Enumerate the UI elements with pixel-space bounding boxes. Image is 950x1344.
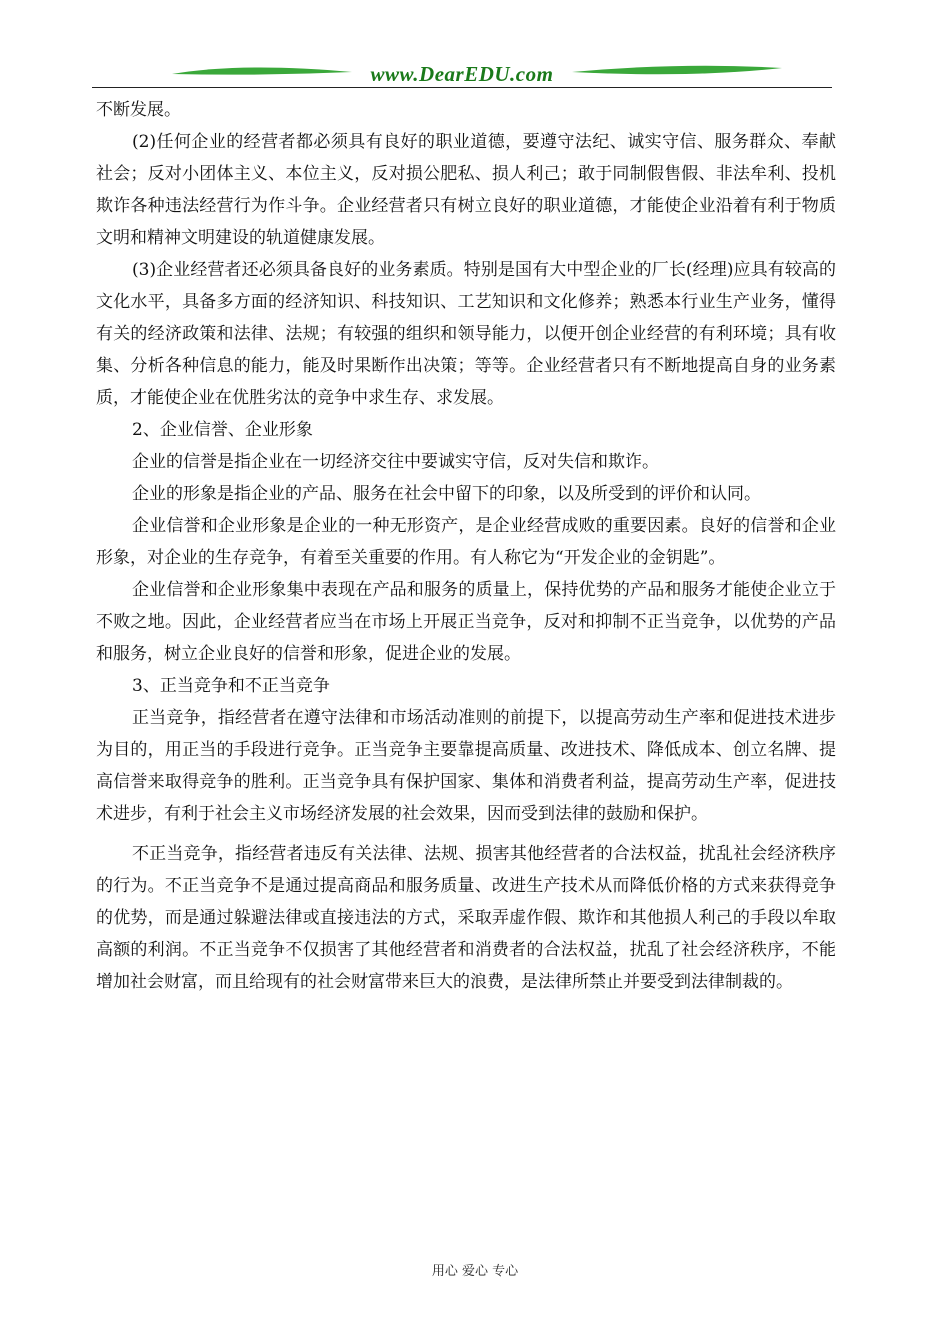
- section-heading: 2、企业信誉、企业形象: [132, 420, 313, 440]
- paragraph: (2)任何企业的经营者都必须具有良好的职业道德，要遵守法纪、诚实守信、服务群众、奉献社会；反对小团体主义、本位主义，反对损公肥私、损人利己；敢于同制假售假、非法牟利、投机欺诈各种违法经营行为作斗争。企业经营者只有树立良好的职业道德，才能使企业沿着有利于物质文明和精神文明建设的轨道健康发展。: [96, 132, 836, 248]
- site-logo-text: www.DearEDU.com: [370, 62, 554, 86]
- paragraph: 不断发展。: [96, 100, 181, 120]
- header-divider: [92, 87, 832, 88]
- paragraph: 企业的信誉是指企业在一切经济交往中要诚实守信，反对失信和欺诈。: [132, 452, 659, 472]
- section-heading: 3、正当竞争和不正当竞争: [132, 676, 330, 696]
- document-body: [96, 94, 836, 998]
- paragraph: 企业信誉和企业形象是企业的一种无形资产，是企业经营成败的重要因素。良好的信誉和企业形象，对企业的生存竞争，有着至关重要的作用。有人称它为“开发企业的金钥匙”。: [96, 516, 836, 568]
- paragraph: 企业的形象是指企业的产品、服务在社会中留下的印象，以及所受到的评价和认同。: [132, 484, 761, 504]
- page-footer: 用心 爱心 专心: [431, 1264, 519, 1279]
- paragraph: (3)企业经营者还必须具备良好的业务素质。特别是国有大中型企业的厂长(经理)应具有较高的文化水平，具备多方面的经济知识、科技知识、工艺知识和文化修养；熟悉本行业生产业务，懂得有关的经济政策和法律、法规；有较强的组织和领导能力，以便开创企业经营的有利环境；具有收集、分析各种信息的能力，能及时果断作出决策；等等。企业经营者只有不断地提高自身的业务素质，才能使企业在优胜劣汰的竞争中求生存、求发展。: [96, 260, 836, 408]
- paragraph: 企业信誉和企业形象集中表现在产品和服务的质量上，保持优势的产品和服务才能使企业立于不败之地。因此，企业经营者应当在市场上开展正当竞争，反对和抑制不正当竞争，以优势的产品和服务，树立企业良好的信誉和形象，促进企业的发展。: [96, 580, 836, 664]
- page-header: [92, 58, 832, 90]
- paragraph: 不正当竞争，指经营者违反有关法律、法规、损害其他经营者的合法权益，扰乱社会经济秩序的行为。不正当竞争不是通过提高商品和服务质量、改进生产技术从而降低价格的方式来获得竞争的优势，而是通过躲避法律或直接违法的方式，采取弄虚作假、欺诈和其他损人利己的手段以牟取高额的利润。不正当竞争不仅损害了其他经营者和消费者的合法权益，扰乱了社会经济秩序，不能增加社会财富，而且给现有的社会财富带来巨大的浪费，是法律所禁止并要受到法律制裁的。: [96, 844, 836, 992]
- paragraph: 正当竞争，指经营者在遵守法律和市场活动准则的前提下，以提高劳动生产率和促进技术进步为目的，用正当的手段进行竞争。正当竞争主要靠提高质量、改进技术、降低成本、创立名牌、提高信誉来取得竞争的胜利。正当竞争具有保护国家、集体和消费者利益，提高劳动生产率，促进技术进步，有利于社会主义市场经济发展的社会效果，因而受到法律的鼓励和保护。: [96, 708, 836, 824]
